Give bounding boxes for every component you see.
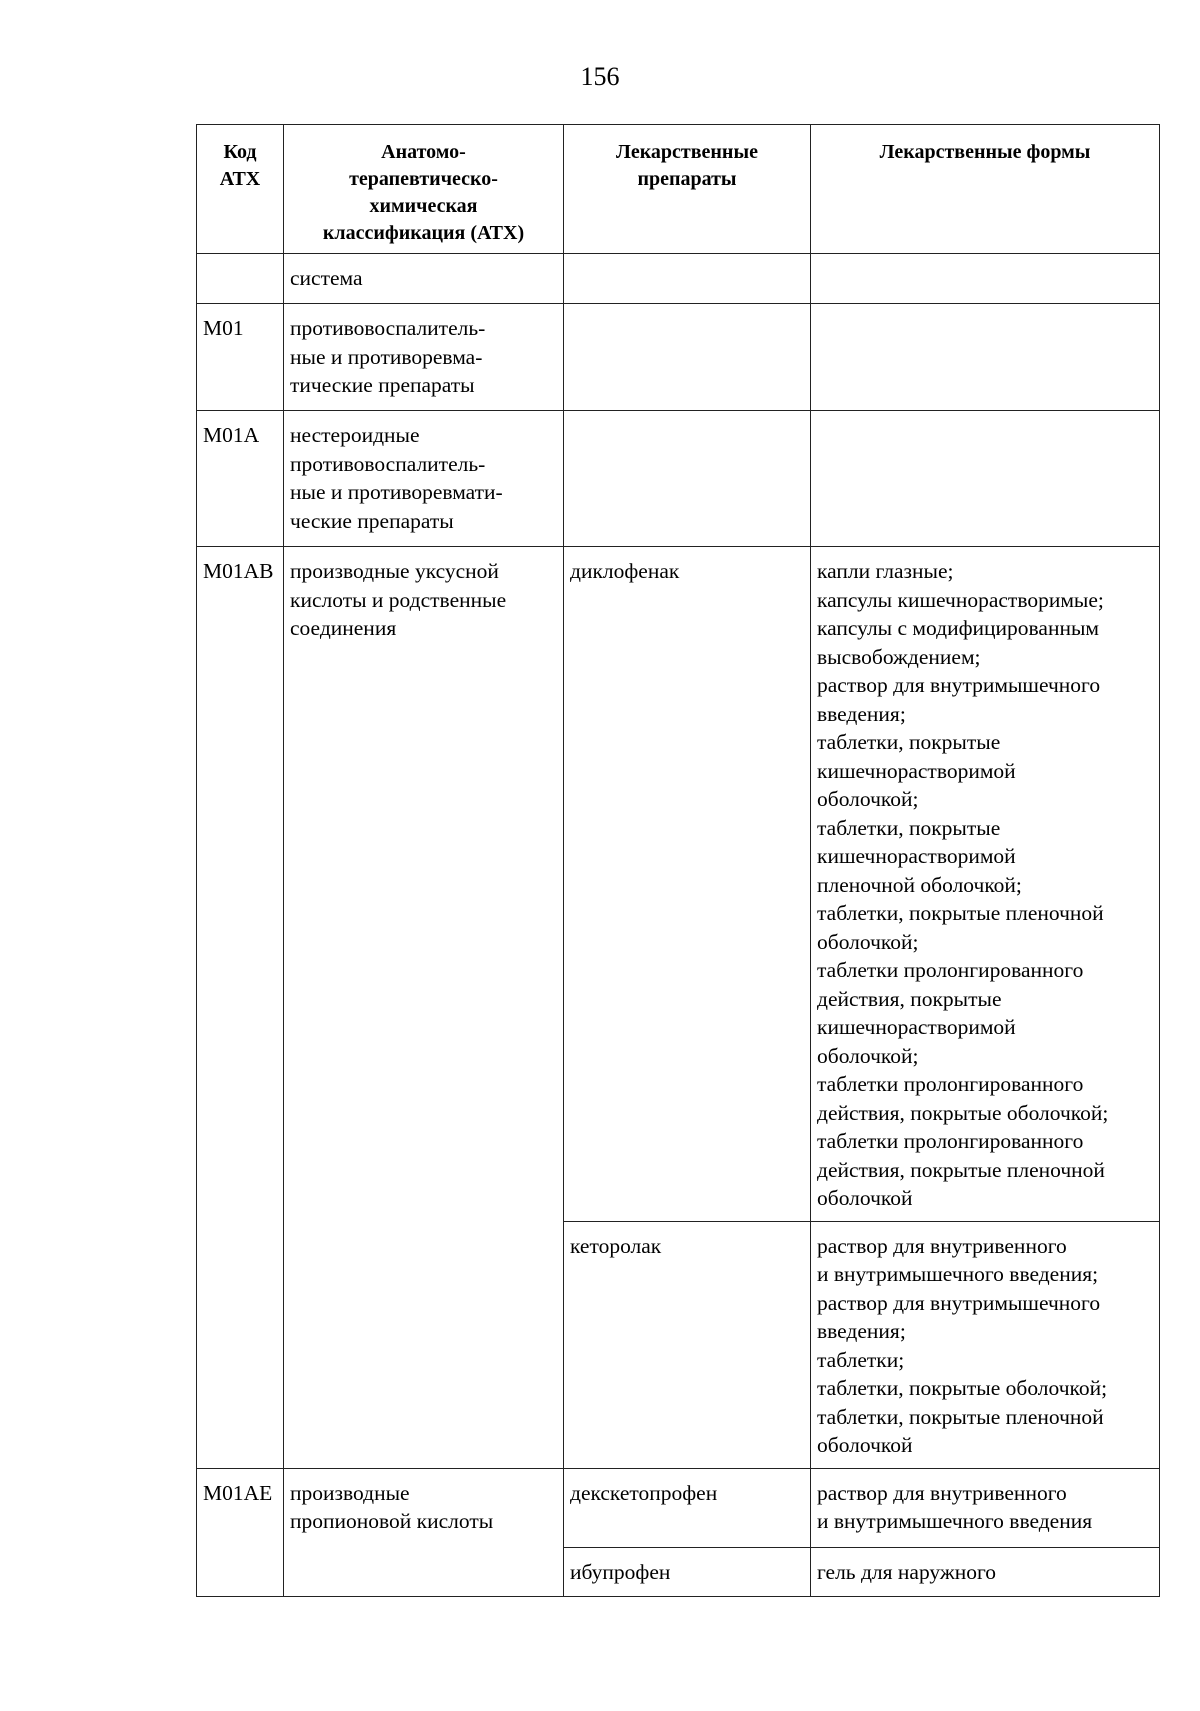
cell-drug: декскетопрофен — [564, 1468, 811, 1547]
cell-drug — [564, 411, 811, 547]
cell-drug — [564, 304, 811, 411]
table-row — [197, 411, 1160, 547]
cell-code: M01A — [197, 411, 284, 547]
header-forms: Лекарственные формы — [811, 125, 1160, 254]
header-drugs: Лекарственные препараты — [564, 125, 811, 254]
cell-code — [197, 254, 284, 304]
cell-forms — [811, 411, 1160, 547]
cell-classification: нестероидные противовоспалитель- ные и противоревмати- ческие препараты — [284, 411, 564, 547]
cell-forms — [811, 304, 1160, 411]
cell-code: M01AB — [197, 547, 284, 1469]
header-classification: Анатомо- терапевтическо- химическая классификация (АТХ) — [284, 125, 564, 254]
cell-forms: раствор для внутривенного и внутримышечного введения — [811, 1468, 1160, 1547]
cell-drug — [564, 254, 811, 304]
cell-classification: система — [284, 254, 564, 304]
cell-drug: диклофенак — [564, 547, 811, 1222]
cell-drug: кеторолак — [564, 1221, 811, 1468]
cell-classification: производные пропионовой кислоты — [284, 1468, 564, 1596]
cell-code: M01 — [197, 304, 284, 411]
cell-forms: гель для наружного — [811, 1547, 1160, 1596]
table-row — [197, 254, 1160, 304]
cell-drug: ибупрофен — [564, 1547, 811, 1596]
table-row — [197, 547, 1160, 1222]
cell-code: M01AE — [197, 1468, 284, 1596]
header-row — [197, 125, 1160, 254]
atx-table — [196, 124, 1160, 1597]
cell-classification: производные уксусной кислоты и родственные соединения — [284, 547, 564, 1469]
table-row — [197, 304, 1160, 411]
cell-forms: капли глазные; капсулы кишечнорастворимые; капсулы с модифицированным высвобождением; раствор для внутримышечного введения; таблетки, покрытые кишечнорастворимой оболочкой; таблетки, покрытые кишечнорастворимой пленочной оболочкой; таблетки, покрытые пленочной оболочкой; таблетки пролонгированного действия, покрытые кишечнорастворимой оболочкой; таблетки пролонгированного действия, покрытые оболочкой; таблетки пролонгированного действия, покрытые пленочной оболочкой — [811, 547, 1160, 1222]
header-code: Код АТХ — [197, 125, 284, 254]
table-header — [197, 125, 1160, 254]
page-number: 156 — [580, 62, 620, 91]
table-row — [197, 1468, 1160, 1547]
cell-forms — [811, 254, 1160, 304]
cell-classification: противовоспалитель- ные и противоревма- тические препараты — [284, 304, 564, 411]
cell-forms: раствор для внутривенного и внутримышечного введения; раствор для внутримышечного введения; таблетки; таблетки, покрытые оболочкой; таблетки, покрытые пленочной оболочкой — [811, 1221, 1160, 1468]
table-body — [197, 254, 1160, 1597]
